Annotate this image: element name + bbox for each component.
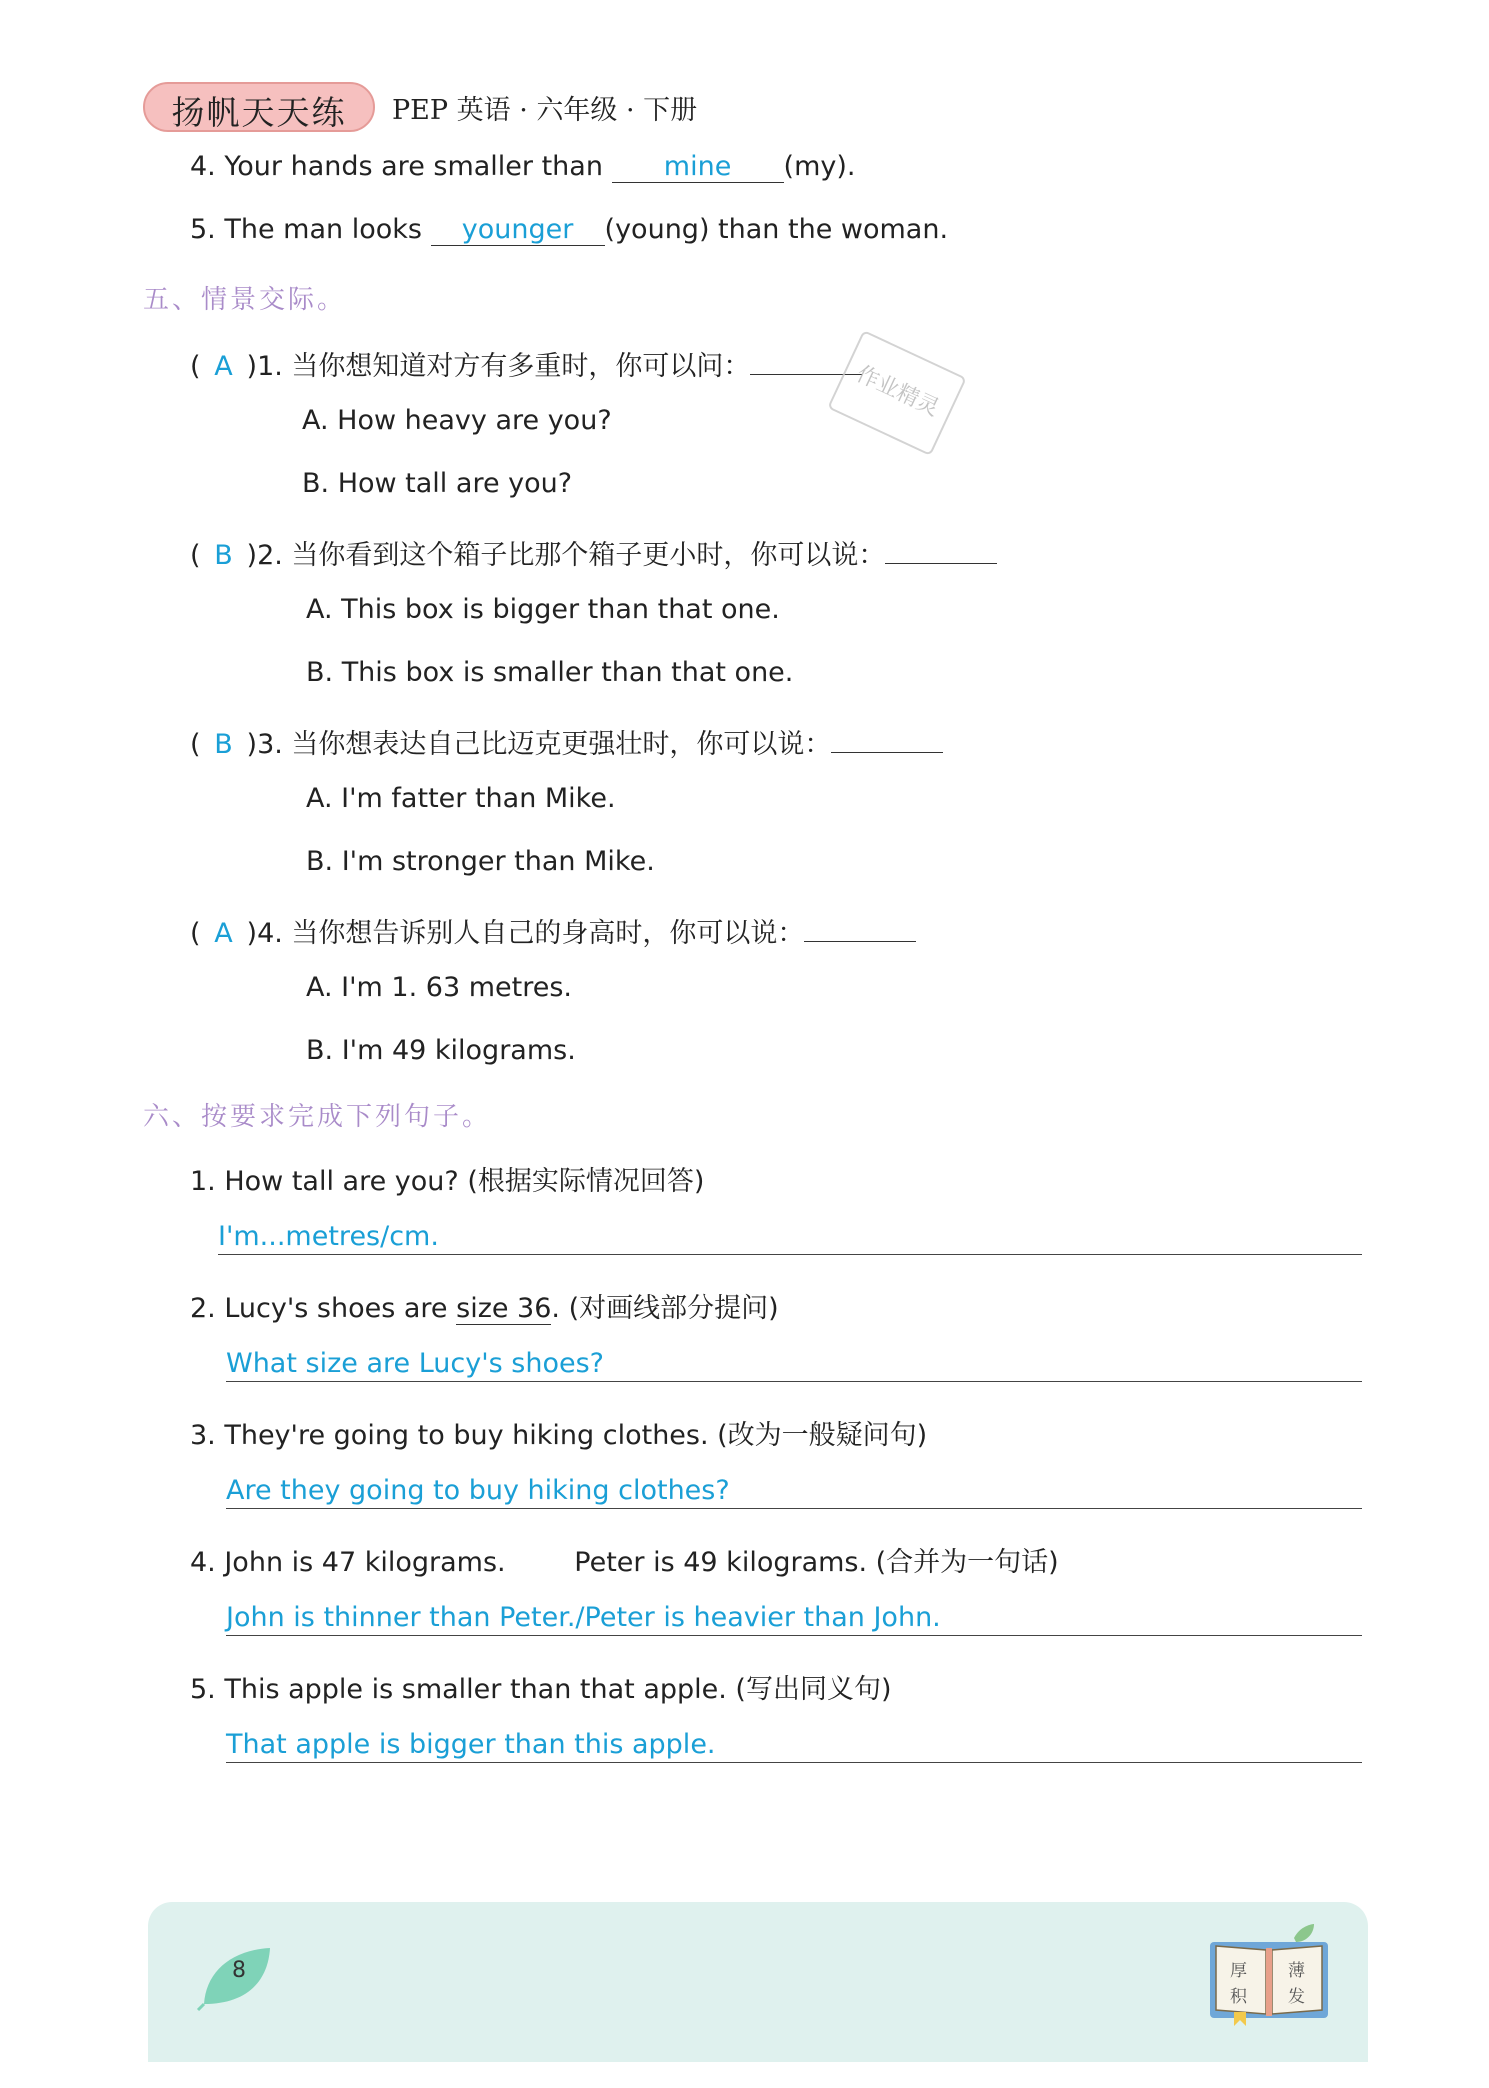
s6-item-2-prompt-after: . (对画线部分提问): [551, 1293, 779, 1324]
s5-q2-option-b: B. This box is smaller than that one.: [306, 657, 794, 688]
s5-q3-option-b: B. I'm stronger than Mike.: [306, 846, 655, 877]
s6-item-4-answer: John is thinner than Peter./Peter is heavier than John.: [226, 1602, 941, 1633]
s5-q3-blank: [831, 720, 943, 753]
s6-item-1-answer-line: [218, 1216, 1362, 1255]
page-number: 8: [232, 1958, 246, 1983]
s5-q3-text: )3. 当你想表达自己比迈克更强壮时，你可以说：: [246, 729, 832, 760]
book-char-3: 积: [1230, 1987, 1247, 2007]
s6-item-3-answer: Are they going to buy hiking clothes?: [226, 1475, 730, 1506]
s6-item-2-prompt: [190, 1286, 779, 1325]
s5-question-1: ( A )1. 当你想知道对方有多重时，你可以问：: [190, 342, 862, 383]
brand-badge: [143, 82, 375, 132]
fill-blank-4-num: 4.: [190, 151, 216, 182]
s6-item-1-prompt: 1. How tall are you? (根据实际情况回答): [190, 1166, 705, 1197]
fill-blank-4: [190, 150, 855, 183]
book-char-2: 薄: [1288, 1961, 1305, 1981]
s6-item-5-prompt: 5. This apple is smaller than that apple. (写出同义句): [190, 1674, 892, 1705]
s5-q4-option-a: A. I'm 1. 63 metres.: [306, 972, 572, 1003]
s5-q1-text: )1. 当你想知道对方有多重时，你可以问：: [246, 351, 751, 382]
s5-q1-option-a: A. How heavy are you?: [302, 405, 612, 436]
s5-q4-option-b: B. I'm 49 kilograms.: [306, 1035, 576, 1066]
s6-item-2-answer-line: [226, 1343, 1362, 1382]
s5-q4-text: )4. 当你想告诉别人自己的身高时，你可以说：: [246, 918, 805, 949]
s5-q3-answer: B: [214, 729, 233, 760]
book-char-1: 厚: [1230, 1961, 1247, 1981]
fill-blank-5: [190, 213, 948, 246]
s5-q2-blank: [885, 531, 997, 564]
s6-item-1-answer: I'm...metres/cm.: [218, 1221, 439, 1252]
s6-item-3-prompt: 3. They're going to buy hiking clothes. (改为一般疑问句): [190, 1420, 928, 1451]
section5-title: 五、情景交际。: [143, 285, 347, 315]
fill-blank-5-before: The man looks: [224, 214, 422, 245]
s6-item-4-prompt: 4. John is 47 kilograms. Peter is 49 kilograms. (合并为一句话): [190, 1547, 1059, 1578]
s6-item-2-prompt-before: 2. Lucy's shoes are: [190, 1293, 457, 1324]
s6-item-4-answer-line: [226, 1597, 1362, 1636]
s6-item-3-answer-line: [226, 1470, 1362, 1509]
s5-question-4: ( A )4. 当你想告诉别人自己的身高时，你可以说：: [190, 909, 916, 950]
s5-q2-answer: B: [214, 540, 233, 571]
header-subtitle: PEP 英语 · 六年级 · 下册: [392, 95, 698, 126]
fill-blank-4-before: Your hands are smaller than: [224, 151, 603, 182]
fill-blank-5-after: (young) than the woman.: [604, 214, 949, 245]
s5-q2-option-a: A. This box is bigger than that one.: [306, 594, 780, 625]
s5-q3-option-a: A. I'm fatter than Mike.: [306, 783, 616, 814]
fill-blank-5-answer: younger: [431, 213, 605, 246]
s5-question-2: ( B )2. 当你看到这个箱子比那个箱子更小时，你可以说：: [190, 531, 997, 572]
s6-item-2-underlined: size 36: [456, 1293, 552, 1324]
section6-title: 六、按要求完成下列句子。: [143, 1102, 492, 1132]
s5-question-3: ( B )3. 当你想表达自己比迈克更强壮时，你可以说：: [190, 720, 943, 761]
s6-item-5-answer-line: [226, 1724, 1362, 1763]
fill-blank-4-after: (my).: [783, 151, 856, 182]
s5-q4-blank: [804, 909, 916, 942]
brand-title: 扬帆天天练: [171, 93, 347, 132]
fill-blank-4-answer: mine: [612, 150, 784, 183]
book-icon: [1204, 1920, 1334, 2030]
s6-item-5-answer: That apple is bigger than this apple.: [226, 1729, 716, 1760]
fill-blank-5-num: 5.: [190, 214, 216, 245]
s5-q2-text: )2. 当你看到这个箱子比那个箱子更小时，你可以说：: [246, 540, 886, 571]
stamp-text: 作业精灵: [852, 361, 943, 422]
s5-q1-option-b: B. How tall are you?: [302, 468, 573, 499]
s5-q1-answer: A: [214, 351, 233, 382]
s6-item-2-answer: What size are Lucy's shoes?: [226, 1348, 604, 1379]
book-char-4: 发: [1288, 1987, 1305, 2007]
s5-q4-answer: A: [214, 918, 233, 949]
footer-band: [148, 1902, 1368, 2062]
